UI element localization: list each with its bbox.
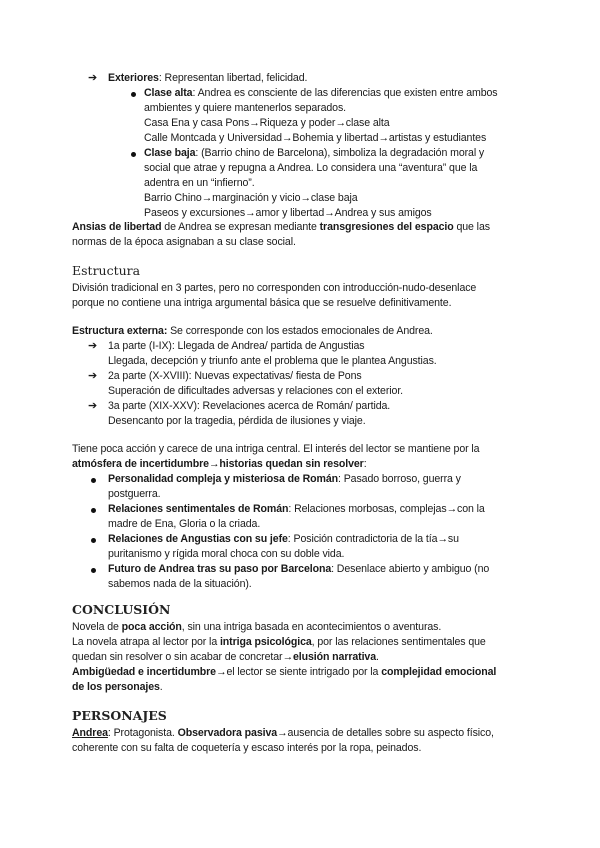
conclusion-bold: complejidad emocional <box>381 666 497 678</box>
list-item-label: Relaciones sentimentales de Román <box>108 503 289 515</box>
clase-alta-text: : Andrea es consciente de las diferencias que existen entre ambos <box>192 87 498 99</box>
clase-alta-label: Clase alta <box>144 87 193 99</box>
bullet-icon <box>131 152 136 157</box>
conclusion-bold: elusión narrativa <box>292 651 377 663</box>
clase-baja-line3: adentra en un “infierno”. <box>144 177 255 189</box>
clase-alta-line4: Calle Montcada y Universidad→Bohemia y libertad→artistas y estudiantes <box>144 132 487 144</box>
ansias-line1 <box>72 220 490 235</box>
list-item-text: : Desenlace abierto y ambiguo (no <box>331 563 490 575</box>
clase-alta-line3: Casa Ena y casa Pons→Riqueza y poder→clase alta <box>144 117 390 129</box>
conclusion-bold: poca acción <box>121 621 182 633</box>
personajes-line2: coherente con su falta de coquetería y escaso interés por la ropa, peinados. <box>72 742 422 754</box>
personajes-text: →ausencia de detalles sobre su aspecto físico, <box>277 727 494 739</box>
list-item <box>108 562 489 577</box>
list-item <box>108 472 461 487</box>
accion-end: : <box>363 458 367 470</box>
clase-baja-line4: Barrio Chino→marginación y vicio→clase baja <box>144 192 358 204</box>
clase-baja-line1 <box>144 146 484 161</box>
conclusion-text: , por las relaciones sentimentales que <box>311 636 486 648</box>
accion-line1: Tiene poca acción y carece de una intriga central. El interés del lector se mantiene por la <box>72 443 480 455</box>
part-2-desc: Superación de dificultades adversas y relaciones con el exterior. <box>108 385 404 397</box>
conclusion-line4 <box>72 665 496 680</box>
part-1-title: 1a parte (I-IX): Llegada de Andrea/ partida de Angustias <box>108 340 365 352</box>
list-item-label: Personalidad compleja y misteriosa de Román <box>108 473 339 485</box>
conclusion-text: , sin una intriga basada en acontecimientos o aventuras. <box>181 621 442 633</box>
clase-baja-text: : (Barrio chino de Barcelona), simboliza la degradación moral y <box>195 147 485 159</box>
arrow-bullet-icon: ➔ <box>88 72 98 84</box>
conclusion-text: Novela de <box>72 621 122 633</box>
clase-baja-label: Clase baja <box>144 147 196 159</box>
list-item-line2: sabemos nada de la situación). <box>108 578 252 590</box>
personajes-text: : Protagonista. <box>107 727 178 739</box>
estructura-line1: División tradicional en 3 partes, pero no corresponden con introducción-nudo-desenlace <box>72 282 477 294</box>
clase-alta-line2: ambientes y quiere mantenerlos separados. <box>144 102 347 114</box>
arrow-bullet-icon: ➔ <box>88 370 98 382</box>
clase-baja-line2: social que atrae y repugna a Andrea. Lo considera una “aventura” que la <box>144 162 478 174</box>
personajes-heading: PERSONAJES <box>72 708 167 723</box>
conclusion-line2 <box>72 635 486 650</box>
ansias-text1: de Andrea se expresan mediante <box>161 221 320 233</box>
personajes-bold: Observadora pasiva <box>177 727 278 739</box>
arrow-bullet-icon: ➔ <box>88 340 98 352</box>
list-item-text: : Relaciones morbosas, complejas→con la <box>288 503 485 515</box>
part-3-title: 3a parte (XIX-XXV): Revelaciones acerca de Román/ partida. <box>108 400 391 412</box>
list-item-label: Relaciones de Angustias con su jefe <box>108 533 288 545</box>
exteriores-label: Exteriores <box>108 72 159 84</box>
conclusion-line3 <box>72 650 379 665</box>
list-item-line2: postguerra. <box>108 488 161 500</box>
bullet-icon <box>91 478 96 483</box>
bullet-icon <box>91 568 96 573</box>
bullet-icon <box>131 92 136 97</box>
conclusion-text: . <box>159 681 163 693</box>
accion-bold: atmósfera de incertidumbre→historias quedan sin resolver <box>72 458 364 470</box>
ansias-text2: que las <box>453 221 490 233</box>
conclusion-bold: de los personajes <box>72 681 160 693</box>
estructura-externa-text: Se corresponde con los estados emocionales de Andrea. <box>167 325 433 337</box>
list-item-line2: puritanismo y rígida moral choca con su doble vida. <box>108 548 345 560</box>
bullet-icon <box>91 508 96 513</box>
part-3-desc: Desencanto por la tragedia, pérdida de ilusiones y viaje. <box>108 415 366 427</box>
conclusion-heading: CONCLUSIÓN <box>72 602 171 617</box>
conclusion-text: quedan sin resolver o sin acabar de concretar→ <box>72 651 293 663</box>
personajes-line1 <box>72 726 494 741</box>
exteriores-line <box>108 71 307 86</box>
estructura-heading: Estructura <box>72 263 141 278</box>
list-item-text: : Pasado borroso, guerra y <box>338 473 461 485</box>
exteriores-text: : Representan libertad, felicidad. <box>158 72 308 84</box>
estructura-externa-line <box>72 324 433 339</box>
estructura-line2: porque no contiene una intriga argumental básica que se resuelve definitivamente. <box>72 297 452 309</box>
conclusion-text: →el lector se siente intrigado por la <box>215 666 382 678</box>
character-name: Andrea <box>72 727 108 739</box>
ansias-bold2: transgresiones del espacio <box>319 221 454 233</box>
conclusion-text: . <box>376 651 379 663</box>
conclusion-text: La novela atrapa al lector por la <box>72 636 220 648</box>
conclusion-bold: intriga psicológica <box>219 636 312 648</box>
list-item-line2: madre de Ena, Gloria o la criada. <box>108 518 261 530</box>
part-2-title: 2a parte (X-XVIII): Nuevas expectativas/ fiesta de Pons <box>108 370 362 382</box>
clase-alta-line1 <box>144 86 498 101</box>
conclusion-line1 <box>72 620 441 635</box>
list-item-label: Futuro de Andrea tras su paso por Barcelona <box>108 563 332 575</box>
list-item <box>108 502 485 517</box>
conclusion-line5 <box>72 680 163 695</box>
accion-line2 <box>72 457 367 472</box>
part-1-desc: Llegada, decepción y triunfo ante el problema que le plantea Angustias. <box>108 355 437 367</box>
clase-baja-line5: Paseos y excursiones→amor y libertad→Andrea y sus amigos <box>144 207 432 219</box>
list-item <box>108 532 459 547</box>
list-item-text: : Posición contradictoria de la tía→su <box>287 533 459 545</box>
ansias-label: Ansias de libertad <box>72 221 162 233</box>
estructura-externa-label: Estructura externa: <box>72 325 168 337</box>
conclusion-bold: Ambigüedad e incertidumbre <box>72 666 216 678</box>
ansias-line2: normas de la época asignaban a su clase social. <box>72 236 296 248</box>
arrow-bullet-icon: ➔ <box>88 400 98 412</box>
bullet-icon <box>91 538 96 543</box>
